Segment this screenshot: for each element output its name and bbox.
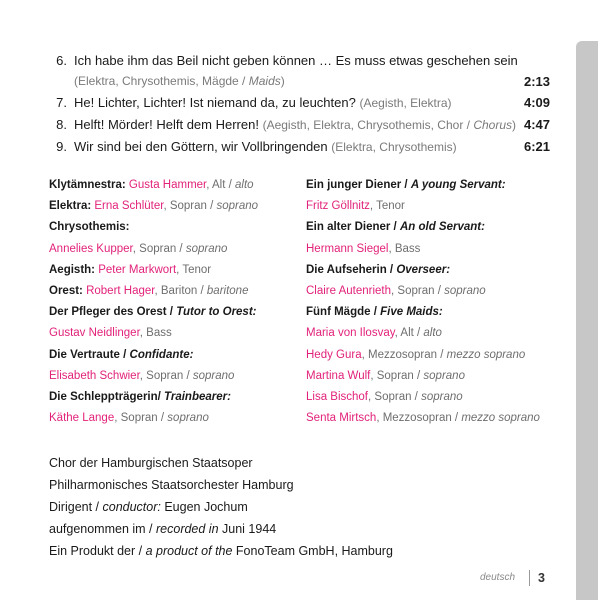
voice-type-english: alto bbox=[423, 327, 442, 340]
cast-entry bbox=[49, 302, 294, 323]
track-title: He! Lichter, Lichter! Ist niemand da, zu leuchten? bbox=[74, 95, 356, 110]
product-label-english: a product of the bbox=[145, 544, 233, 558]
track-duration: 4:47 bbox=[523, 117, 550, 132]
cast-entry bbox=[306, 408, 566, 429]
track-title: Helft! Mörder! Helft dem Herren! bbox=[74, 117, 259, 132]
voice-type-english: soprano bbox=[421, 390, 463, 403]
singer-name: Erna Schlüter bbox=[94, 200, 164, 213]
product-credit bbox=[49, 540, 393, 562]
conductor-credit bbox=[49, 496, 393, 518]
role-label: Die Schleppträgerin/ bbox=[49, 390, 165, 403]
voice-type: , Alt / bbox=[206, 179, 235, 191]
voice-type-english: soprano bbox=[423, 369, 465, 382]
track-cast-english: Chorus bbox=[473, 118, 513, 132]
track-cast: (Aegisth, Elektra) bbox=[359, 96, 452, 110]
cast-entry bbox=[306, 196, 566, 217]
cast-entry bbox=[49, 175, 294, 196]
singer-name: Martina Wulf bbox=[306, 369, 371, 382]
cast-entry bbox=[306, 260, 566, 281]
singer-name: Claire Autenrieth bbox=[306, 284, 392, 297]
voice-type-english: baritone bbox=[206, 284, 249, 297]
cast-list-left bbox=[49, 175, 294, 429]
recorded-label-english: recorded in bbox=[156, 522, 219, 536]
singer-name: Gusta Hammer bbox=[128, 179, 207, 191]
track-cast: (Elektra, Chrysothemis, Mägde / bbox=[74, 74, 249, 88]
track-item bbox=[55, 136, 550, 158]
role-label-english: A young Servant: bbox=[410, 179, 506, 191]
cast-entry bbox=[49, 217, 294, 238]
cast-entry bbox=[49, 281, 294, 302]
voice-type: , Sopran / bbox=[163, 200, 217, 213]
track-duration: 2:13 bbox=[523, 74, 550, 89]
footer-language: deutsch bbox=[480, 572, 516, 583]
product-label: Ein Produkt der / bbox=[49, 544, 146, 558]
singer-name: Fritz Göllnitz bbox=[306, 200, 370, 213]
cast-entry bbox=[49, 323, 294, 344]
role-label: Klytämnestra: bbox=[49, 179, 126, 191]
cast-entry bbox=[49, 345, 294, 366]
cast-entry bbox=[49, 366, 294, 387]
voice-type: , Sopran / bbox=[132, 242, 186, 255]
singer-name: Lisa Bischof bbox=[306, 390, 369, 403]
singer-name: Annelies Kupper bbox=[49, 242, 133, 255]
credits bbox=[49, 452, 393, 562]
cast-list-right bbox=[306, 175, 566, 429]
singer-name: Elisabeth Schwier bbox=[49, 369, 140, 382]
voice-type-english: mezzo soprano bbox=[461, 412, 540, 425]
role-label: Ein junger Diener / bbox=[306, 179, 411, 191]
track-cast-end: ) bbox=[512, 118, 517, 132]
voice-type-english: soprano bbox=[192, 369, 235, 382]
role-label-english: Tutor to Orest: bbox=[176, 306, 257, 319]
voice-type: , Sopran / bbox=[139, 369, 193, 382]
voice-type: , Mezzosopran / bbox=[361, 348, 447, 361]
voice-type-english: mezzo soprano bbox=[446, 348, 526, 361]
track-duration: 4:09 bbox=[523, 95, 550, 110]
voice-type: , Tenor bbox=[176, 263, 212, 276]
track-item bbox=[55, 50, 550, 92]
track-cast: (Aegisth, Elektra, Chrysothemis, Chor / bbox=[262, 118, 474, 132]
track-number: 9. bbox=[56, 139, 67, 154]
page-number: 3 bbox=[538, 571, 545, 585]
role-label: Orest: bbox=[49, 284, 83, 297]
track-title: Wir sind bei den Göttern, wir Vollbringenden bbox=[74, 139, 328, 154]
voice-type: , Sopran / bbox=[114, 412, 168, 425]
role-label: Fünf Mägde / bbox=[306, 306, 381, 319]
track-number: 8. bbox=[56, 117, 67, 132]
voice-type: , Bariton / bbox=[154, 284, 207, 297]
role-label-english: Five Maids: bbox=[380, 306, 443, 319]
cast-entry bbox=[306, 323, 566, 344]
voice-type-english: soprano bbox=[216, 200, 259, 213]
voice-type: , Sopran / bbox=[370, 369, 424, 382]
recording-credit bbox=[49, 518, 393, 540]
cast-entry bbox=[306, 217, 566, 238]
footer-divider bbox=[529, 570, 530, 586]
voice-type: , Bass bbox=[388, 242, 421, 255]
choir-credit: Chor der Hamburgischen Staatsoper bbox=[49, 456, 253, 470]
cast-entry bbox=[49, 260, 294, 281]
singer-name: Gustav Neidlinger bbox=[49, 327, 140, 340]
singer-name: Käthe Lange bbox=[49, 412, 115, 425]
cast-entry bbox=[49, 387, 294, 408]
voice-type: , Bass bbox=[139, 327, 172, 340]
role-label: Elektra: bbox=[49, 200, 92, 213]
role-label-english: Overseer: bbox=[396, 263, 451, 276]
track-title: Ich habe ihm das Beil nicht geben können … Es muss etwas geschehen sein bbox=[74, 53, 518, 68]
cast-entry bbox=[306, 366, 566, 387]
cast-entry bbox=[49, 408, 294, 429]
role-label: Die Vertraute / bbox=[49, 348, 130, 361]
cast-entry bbox=[306, 281, 566, 302]
cast-entry bbox=[306, 387, 566, 408]
product-company: FonoTeam GmbH, Hamburg bbox=[232, 544, 393, 558]
singer-name: Robert Hager bbox=[86, 284, 155, 297]
track-item bbox=[55, 114, 550, 136]
role-label: Die Aufseherin / bbox=[306, 263, 397, 276]
recorded-date: Juni 1944 bbox=[218, 522, 277, 536]
conductor-label: Dirigent / bbox=[49, 500, 103, 514]
cast-entry bbox=[49, 196, 294, 217]
track-cast-end: ) bbox=[280, 74, 285, 88]
role-label-english: Confidante: bbox=[129, 348, 194, 361]
track-cast: (Elektra, Chrysothemis) bbox=[331, 140, 457, 154]
role-label-english: An old Servant: bbox=[399, 221, 485, 234]
voice-type: , Sopran / bbox=[368, 390, 422, 403]
cast-entry bbox=[306, 302, 566, 323]
voice-type-english: soprano bbox=[185, 242, 228, 255]
conductor-name: Eugen Jochum bbox=[160, 500, 248, 514]
voice-type: , Mezzosopran / bbox=[376, 412, 462, 425]
voice-type: , Tenor bbox=[369, 200, 405, 213]
track-number: 7. bbox=[56, 95, 67, 110]
cast-entry bbox=[49, 239, 294, 260]
role-label: Ein alter Diener / bbox=[306, 221, 400, 234]
voice-type: , Alt / bbox=[394, 327, 424, 340]
role-label: Der Pfleger des Orest / bbox=[49, 306, 177, 319]
cast-entry bbox=[306, 175, 566, 196]
voice-type-english: soprano bbox=[167, 412, 209, 425]
track-item bbox=[55, 92, 550, 114]
role-label: Aegisth: bbox=[49, 263, 95, 276]
voice-type-english: alto bbox=[235, 179, 254, 191]
orchestra-credit: Philharmonisches Staatsorchester Hamburg bbox=[49, 478, 294, 492]
voice-type: , Sopran / bbox=[391, 284, 445, 297]
role-label: Chrysothemis: bbox=[49, 221, 130, 234]
track-number: 6. bbox=[56, 53, 67, 68]
side-tab bbox=[576, 41, 598, 600]
singer-name: Hermann Siegel bbox=[306, 242, 389, 255]
role-label-english: Trainbearer: bbox=[164, 390, 231, 403]
voice-type-english: soprano bbox=[444, 284, 486, 297]
cast-entry bbox=[306, 239, 566, 260]
track-cast-english: Maids bbox=[248, 74, 281, 88]
singer-name: Senta Mirtsch bbox=[306, 412, 377, 425]
cast-entry bbox=[306, 345, 566, 366]
conductor-label-english: conductor: bbox=[102, 500, 161, 514]
recorded-label: aufgenommen im / bbox=[49, 522, 156, 536]
singer-name: Peter Markwort bbox=[98, 263, 177, 276]
singer-name: Hedy Gura bbox=[306, 348, 362, 361]
singer-name: Maria von Ilosvay bbox=[306, 327, 395, 340]
track-duration: 6:21 bbox=[523, 139, 550, 154]
track-list bbox=[55, 50, 550, 158]
